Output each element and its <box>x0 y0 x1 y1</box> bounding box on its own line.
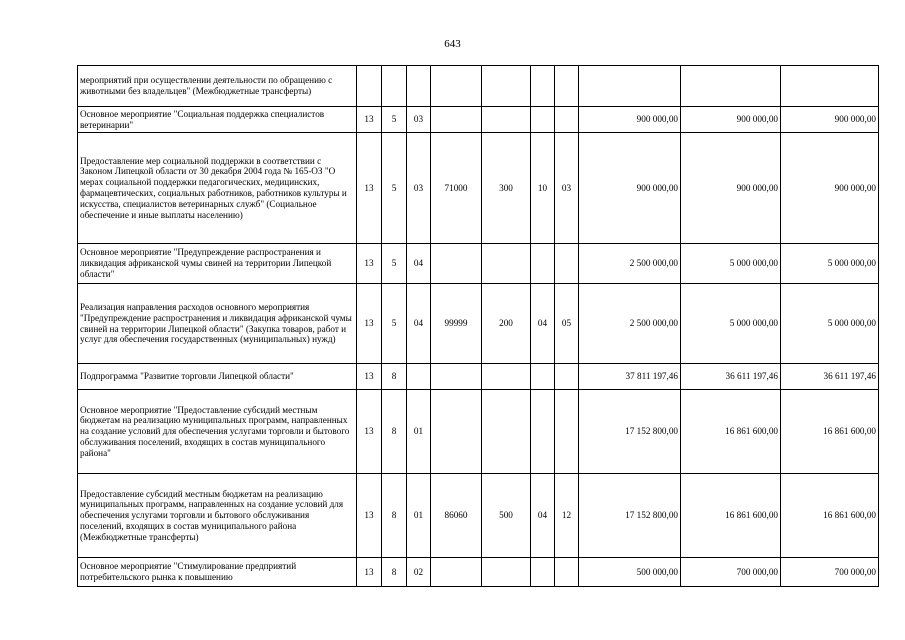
amount-cell <box>579 66 681 107</box>
code-cell: 13 <box>357 244 382 284</box>
table-body <box>78 66 879 587</box>
amount-cell <box>781 66 879 107</box>
code-cell <box>555 107 579 133</box>
code-cell <box>382 66 407 107</box>
table-row <box>78 558 879 587</box>
row-description: Основное мероприятие "Предупреждение распространения и ликвидация африканской чумы свиней на территории Липецкой области" <box>78 244 357 284</box>
code-cell: 13 <box>357 474 382 558</box>
code-cell: 03 <box>407 133 431 244</box>
code-cell: 8 <box>382 474 407 558</box>
code-cell <box>531 66 555 107</box>
code-cell: 03 <box>407 107 431 133</box>
table-row <box>78 244 879 284</box>
code-cell: 01 <box>407 390 431 474</box>
code-cell: 5 <box>382 133 407 244</box>
table-row <box>78 474 879 558</box>
code-cell: 13 <box>357 558 382 587</box>
code-cell <box>357 66 382 107</box>
table-row <box>78 66 879 107</box>
code-cell <box>555 244 579 284</box>
amount-cell: 2 500 000,00 <box>579 244 681 284</box>
code-cell <box>431 66 482 107</box>
amount-cell: 900 000,00 <box>781 107 879 133</box>
code-cell <box>482 244 531 284</box>
amount-cell: 500 000,00 <box>579 558 681 587</box>
code-cell <box>407 66 431 107</box>
amount-cell: 900 000,00 <box>781 133 879 244</box>
code-cell: 04 <box>407 244 431 284</box>
code-cell: 86060 <box>431 474 482 558</box>
code-cell <box>531 390 555 474</box>
amount-cell: 900 000,00 <box>579 107 681 133</box>
amount-cell: 17 152 800,00 <box>579 390 681 474</box>
amount-cell: 16 861 600,00 <box>681 390 781 474</box>
code-cell: 13 <box>357 133 382 244</box>
row-description: мероприятий при осуществлении деятельности по обращению с животными без владельцев" (Межбюджетные трансферты) <box>78 66 357 107</box>
budget-table <box>77 65 879 587</box>
amount-cell: 900 000,00 <box>681 107 781 133</box>
code-cell <box>531 558 555 587</box>
table-row <box>78 284 879 364</box>
row-description: Предоставление мер социальной поддержки в соответствии с Законом Липецкой области от 30 декабря 2004 года № 165-ОЗ "О мерах социальной поддержки педагогических, медицинских, фармацевтических, социальных работников, работников культуры и искусства, специалистов ветеринарных служб" (Социальное обеспечение и иные выплаты населению) <box>78 133 357 244</box>
row-description: Основное мероприятие "Стимулирование предприятий потребительского рынка к повышению <box>78 558 357 587</box>
amount-cell: 5 000 000,00 <box>681 244 781 284</box>
amount-cell: 16 861 600,00 <box>781 474 879 558</box>
amount-cell <box>681 66 781 107</box>
amount-cell: 17 152 800,00 <box>579 474 681 558</box>
code-cell: 05 <box>555 284 579 364</box>
code-cell <box>482 107 531 133</box>
code-cell: 71000 <box>431 133 482 244</box>
amount-cell: 36 611 197,46 <box>781 364 879 390</box>
row-description: Основное мероприятие "Предоставление субсидий местным бюджетам на реализацию муниципальных программ, направленных на создание условий для обеспечения услугами торговли и бытового обслуживания поселений, входящих в состав муниципального района" <box>78 390 357 474</box>
code-cell <box>555 558 579 587</box>
code-cell: 8 <box>382 558 407 587</box>
table-row <box>78 107 879 133</box>
code-cell <box>482 390 531 474</box>
code-cell: 8 <box>382 390 407 474</box>
amount-cell: 5 000 000,00 <box>781 284 879 364</box>
code-cell: 03 <box>555 133 579 244</box>
code-cell: 5 <box>382 284 407 364</box>
code-cell: 500 <box>482 474 531 558</box>
row-description: Основное мероприятие "Социальная поддержка специалистов ветеринарии" <box>78 107 357 133</box>
code-cell <box>482 66 531 107</box>
code-cell: 01 <box>407 474 431 558</box>
code-cell <box>431 390 482 474</box>
code-cell: 5 <box>382 244 407 284</box>
code-cell: 02 <box>407 558 431 587</box>
code-cell: 12 <box>555 474 579 558</box>
row-description: Реализация направления расходов основного мероприятия "Предупреждение распространения и ликвидация африканской чумы свиней на территории Липецкой области" (Закупка товаров, работ и услуг для обеспечения государственных (муниципальных) нужд) <box>78 284 357 364</box>
code-cell <box>531 364 555 390</box>
code-cell: 5 <box>382 107 407 133</box>
table-row <box>78 133 879 244</box>
amount-cell: 37 811 197,46 <box>579 364 681 390</box>
code-cell: 13 <box>357 390 382 474</box>
code-cell <box>482 558 531 587</box>
code-cell <box>482 364 531 390</box>
amount-cell: 700 000,00 <box>681 558 781 587</box>
code-cell <box>431 244 482 284</box>
row-description: Предоставление субсидий местным бюджетам на реализацию муниципальных программ, направленных на создание условий для обеспечения услугами торговли и бытового обслуживания поселений, входящих в состав муниципального района (Межбюджетные трансферты) <box>78 474 357 558</box>
amount-cell: 16 861 600,00 <box>781 390 879 474</box>
code-cell <box>431 558 482 587</box>
code-cell: 13 <box>357 364 382 390</box>
code-cell: 13 <box>357 107 382 133</box>
code-cell: 99999 <box>431 284 482 364</box>
code-cell: 04 <box>531 474 555 558</box>
amount-cell: 2 500 000,00 <box>579 284 681 364</box>
code-cell: 04 <box>531 284 555 364</box>
code-cell <box>531 244 555 284</box>
code-cell <box>431 107 482 133</box>
amount-cell: 5 000 000,00 <box>781 244 879 284</box>
table-row <box>78 390 879 474</box>
code-cell <box>407 364 431 390</box>
amount-cell: 900 000,00 <box>681 133 781 244</box>
code-cell: 300 <box>482 133 531 244</box>
code-cell <box>431 364 482 390</box>
page-number: 643 <box>444 38 461 50</box>
amount-cell: 5 000 000,00 <box>681 284 781 364</box>
row-description: Подпрограмма "Развитие торговли Липецкой области" <box>78 364 357 390</box>
amount-cell: 16 861 600,00 <box>681 474 781 558</box>
code-cell <box>531 107 555 133</box>
code-cell: 8 <box>382 364 407 390</box>
amount-cell: 700 000,00 <box>781 558 879 587</box>
code-cell: 04 <box>407 284 431 364</box>
code-cell: 200 <box>482 284 531 364</box>
code-cell <box>555 66 579 107</box>
code-cell: 13 <box>357 284 382 364</box>
code-cell: 10 <box>531 133 555 244</box>
code-cell <box>555 364 579 390</box>
code-cell <box>555 390 579 474</box>
amount-cell: 900 000,00 <box>579 133 681 244</box>
table-row <box>78 364 879 390</box>
amount-cell: 36 611 197,46 <box>681 364 781 390</box>
